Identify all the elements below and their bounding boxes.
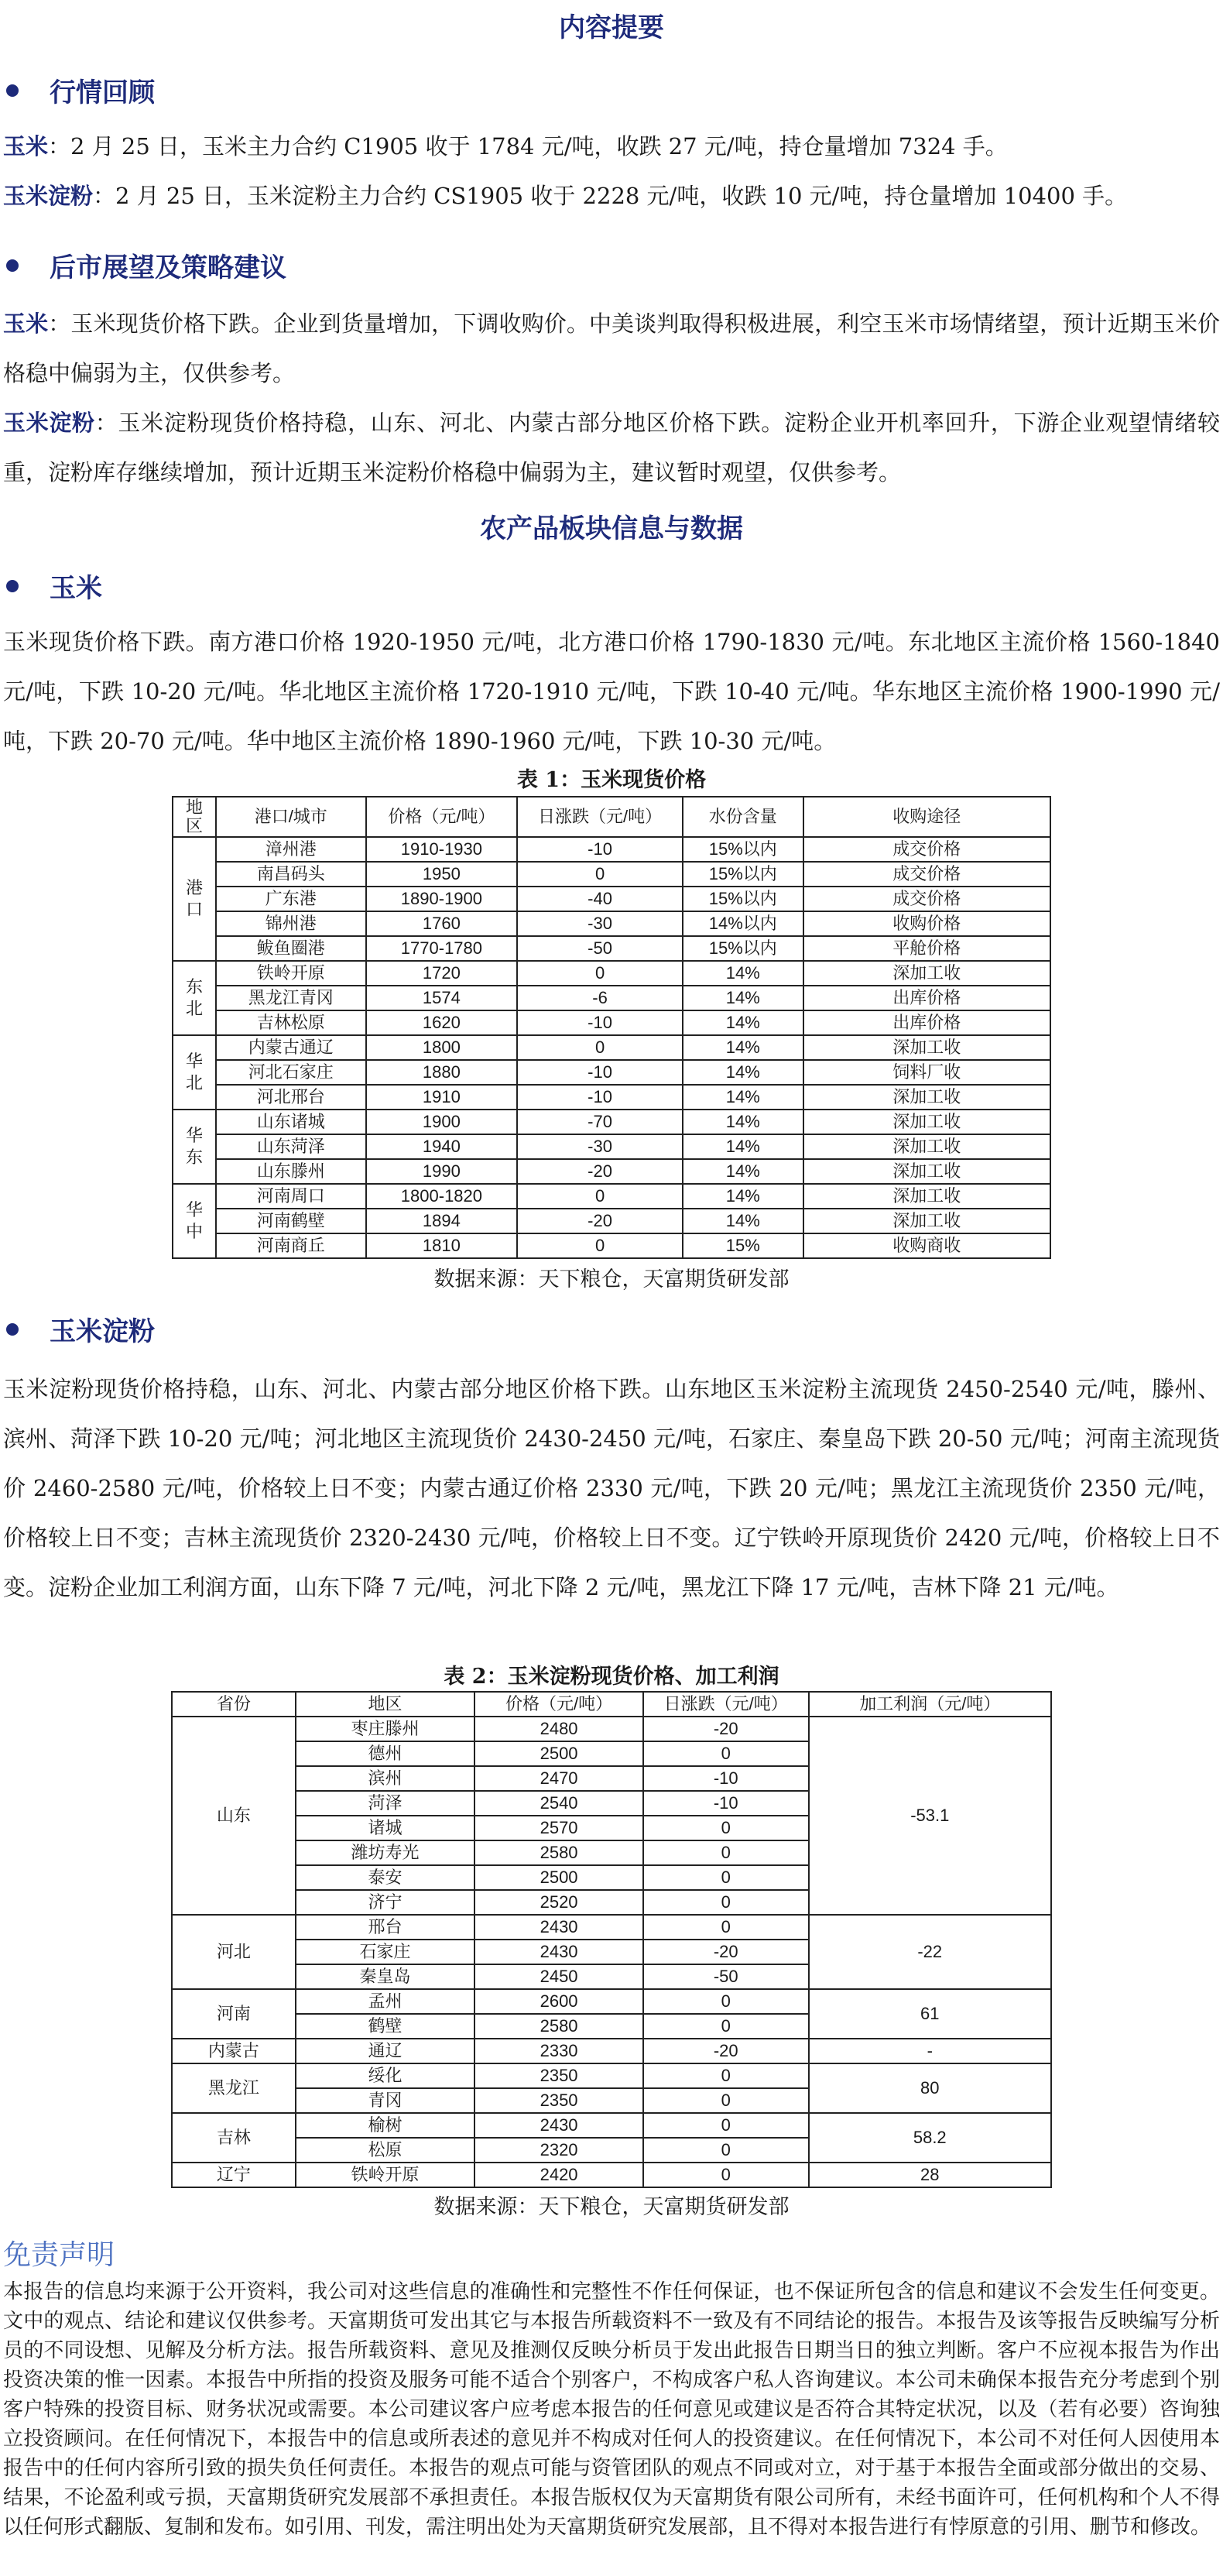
table2-block [0, 1659, 1223, 2220]
profit-cell: 28 [809, 2163, 1051, 2187]
table-cell: 0 [643, 1865, 809, 1890]
table-cell: 2430 [474, 1940, 643, 1964]
starch-block [0, 1364, 1223, 1612]
table-row [173, 1010, 1050, 1035]
table-cell: 深加工收 [803, 1085, 1050, 1110]
outlook-heading [0, 246, 1223, 284]
table-cell: 锦州港 [216, 911, 366, 936]
table-cell: 14% [683, 1085, 803, 1110]
table-cell: 河南周口 [216, 1184, 366, 1209]
outlook-corn [0, 299, 1223, 398]
table-cell: 吉林松原 [216, 1010, 366, 1035]
table-cell: 2430 [474, 1915, 643, 1940]
table-cell: 山东诸城 [216, 1110, 366, 1134]
table-cell: 2330 [474, 2039, 643, 2063]
table-cell: 0 [643, 1741, 809, 1766]
table2-source: 数据来源：天下粮仓，天富期货研发部 [433, 2195, 790, 2219]
table-cell: -20 [643, 1717, 809, 1741]
table-header-cell: 加工利润（元/吨） [809, 1692, 1051, 1717]
table-cell: 通辽 [296, 2039, 475, 2063]
table-row [172, 2163, 1051, 2187]
table-cell: -10 [517, 837, 683, 862]
table-row [172, 2113, 1051, 2138]
table-header-cell: 地区 [296, 1692, 475, 1717]
table-row [173, 1110, 1050, 1134]
table-cell: 0 [517, 1184, 683, 1209]
bullet-icon [6, 259, 19, 272]
table-cell: 内蒙古通辽 [216, 1035, 366, 1060]
table-cell: 1894 [366, 1209, 518, 1233]
table-cell: 15%以内 [683, 887, 803, 911]
corn-block [0, 617, 1223, 766]
table-cell: 成交价格 [803, 837, 1050, 862]
table-cell: 潍坊寿光 [296, 1840, 475, 1865]
review-corn-text: ：2 月 25 日，玉米主力合约 C1905 收于 1784 元/吨，收跌 27 元/吨，持仓量增加 7324 手。 [48, 133, 1008, 159]
table-row [173, 986, 1050, 1010]
table-header-cell: 日涨跌（元/吨） [643, 1692, 809, 1717]
table-cell: 0 [643, 2113, 809, 2138]
table-cell: 2420 [474, 2163, 643, 2187]
table-row [173, 961, 1050, 986]
table-cell: -10 [643, 1791, 809, 1816]
review-starch [0, 171, 1223, 221]
table-cell: 南昌码头 [216, 862, 366, 887]
table-cell: 河南鹤壁 [216, 1209, 366, 1233]
table-cell: -10 [517, 1060, 683, 1085]
table-cell: -30 [517, 1134, 683, 1159]
table-cell: -50 [643, 1964, 809, 1989]
table-row [172, 1989, 1051, 2014]
table-cell: 河北邢台 [216, 1085, 366, 1110]
table-cell: -40 [517, 887, 683, 911]
table-cell: 15% [683, 1233, 803, 1258]
table-cell: 1760 [366, 911, 518, 936]
table-cell: 山东菏泽 [216, 1134, 366, 1159]
outlook-heading-text: 后市展望及策略建议 [50, 252, 286, 283]
table-cell: 收购商收 [803, 1233, 1050, 1258]
starch-heading-text: 玉米淀粉 [50, 1316, 155, 1347]
review-block [0, 122, 1223, 221]
table-cell: 0 [643, 2063, 809, 2088]
outlook-corn-label: 玉米 [3, 310, 49, 337]
table-cell: 2520 [474, 1890, 643, 1915]
table-cell: -10 [517, 1010, 683, 1035]
table-cell: 广东港 [216, 887, 366, 911]
table-cell: 1800-1820 [366, 1184, 518, 1209]
province-cell: 辽宁 [172, 2163, 296, 2187]
table-cell: 河南商丘 [216, 1233, 366, 1258]
review-starch-text: ：2 月 25 日，玉米淀粉主力合约 CS1905 收于 2228 元/吨，收跌 10 元/吨，持仓量增加 10400 手。 [93, 183, 1128, 209]
table-cell: 孟州 [296, 1989, 475, 2014]
review-corn [0, 122, 1223, 171]
table-cell: 深加工收 [803, 1184, 1050, 1209]
profit-cell: - [809, 2039, 1051, 2063]
table-cell: 14% [683, 1209, 803, 1233]
table-cell: 1880 [366, 1060, 518, 1085]
table-cell: 河北石家庄 [216, 1060, 366, 1085]
table-cell: 14% [683, 1159, 803, 1184]
profit-cell: 61 [809, 1989, 1051, 2039]
table-cell: 0 [517, 1233, 683, 1258]
table-cell: 0 [643, 2138, 809, 2163]
table-header-cell: 收购途径 [803, 797, 1050, 837]
table-header-cell: 地 区 [173, 797, 216, 837]
table-cell: 出库价格 [803, 986, 1050, 1010]
table-cell: 1720 [366, 961, 518, 986]
province-cell: 吉林 [172, 2113, 296, 2163]
table-cell: 深加工收 [803, 1209, 1050, 1233]
table-cell: 0 [643, 2163, 809, 2187]
table-header-cell: 省份 [172, 1692, 296, 1717]
table-cell: 14%以内 [683, 911, 803, 936]
table-cell: 2580 [474, 1840, 643, 1865]
table-cell: 深加工收 [803, 961, 1050, 986]
table-cell: 绥化 [296, 2063, 475, 2088]
table-row [173, 837, 1050, 862]
table-cell: 1620 [366, 1010, 518, 1035]
table-cell: 1910-1930 [366, 837, 518, 862]
starch-price-table [171, 1691, 1052, 2188]
province-cell: 河南 [172, 1989, 296, 2039]
review-heading [0, 71, 1223, 109]
table-cell: 松原 [296, 2138, 475, 2163]
agri-title: 农产品板块信息与数据 [480, 513, 743, 544]
table-cell: 2350 [474, 2088, 643, 2113]
table1-block [0, 763, 1223, 1292]
table-cell: 2470 [474, 1766, 643, 1791]
table-cell: -20 [643, 2039, 809, 2063]
table-header-cell: 日涨跌（元/吨） [517, 797, 683, 837]
table1-title: 表 1：玉米现货价格 [516, 768, 707, 792]
table-row [173, 911, 1050, 936]
table-cell: -30 [517, 911, 683, 936]
table-header-cell: 水份含量 [683, 797, 803, 837]
table-row [173, 862, 1050, 887]
profit-cell: -53.1 [809, 1717, 1051, 1915]
province-cell: 山东 [172, 1717, 296, 1915]
review-corn-label: 玉米 [3, 133, 49, 159]
table-cell: 1810 [366, 1233, 518, 1258]
corn-text: 玉米现货价格下跌。南方港口价格 1920-1950 元/吨，北方港口价格 1790-1830 元/吨。东北地区主流价格 1560-1840 元/吨，下跌 10-20 元/吨。华北地区主流价格 1720-1910 元/吨，下跌 10-40 元/吨。华东地区主流价格 1900-1990 元/吨，下跌 20-70 元/吨。华中地区主流价格 1890-1960 元/吨，下跌 10-30 元/吨。 [3, 629, 1220, 754]
table-cell: 鹤壁 [296, 2014, 475, 2039]
table-cell: 0 [643, 1989, 809, 2014]
table-header-cell: 价格（元/吨） [366, 797, 518, 837]
table-cell: 2320 [474, 2138, 643, 2163]
outlook-starch-label: 玉米淀粉 [3, 410, 95, 436]
table-cell: 0 [517, 961, 683, 986]
table-row [173, 1085, 1050, 1110]
table-cell: 铁岭开原 [296, 2163, 475, 2187]
corn-price-table [172, 796, 1051, 1259]
table-cell: -50 [517, 936, 683, 961]
table-header-row [172, 1692, 1051, 1717]
table-cell: 0 [643, 1915, 809, 1940]
table-cell: 2450 [474, 1964, 643, 1989]
table-cell: 15%以内 [683, 936, 803, 961]
table-cell: 14% [683, 1184, 803, 1209]
table-cell: 深加工收 [803, 1159, 1050, 1184]
region-cell: 华 东 [173, 1110, 216, 1184]
table-cell: 泰安 [296, 1865, 475, 1890]
table-cell: 深加工收 [803, 1110, 1050, 1134]
table-cell: 出库价格 [803, 1010, 1050, 1035]
table-row [173, 1184, 1050, 1209]
table-cell: 14% [683, 1134, 803, 1159]
region-cell: 东 北 [173, 961, 216, 1035]
table-cell: 平舱价格 [803, 936, 1050, 961]
table-cell: 饲料厂收 [803, 1060, 1050, 1085]
table-cell: 14% [683, 1010, 803, 1035]
table-cell: -10 [643, 1766, 809, 1791]
table-cell: -70 [517, 1110, 683, 1134]
table-cell: -20 [643, 1940, 809, 1964]
table-cell: 漳州港 [216, 837, 366, 862]
table-cell: 1990 [366, 1159, 518, 1184]
bullet-icon [6, 580, 19, 592]
table-cell: 2580 [474, 2014, 643, 2039]
table-row [172, 1717, 1051, 1741]
table-cell: 0 [517, 862, 683, 887]
table-cell: 1800 [366, 1035, 518, 1060]
bullet-icon [6, 1323, 19, 1336]
table-row [173, 1035, 1050, 1060]
table-header-row [173, 797, 1050, 837]
table-row [173, 887, 1050, 911]
table-cell: 1890-1900 [366, 887, 518, 911]
table-cell: 1900 [366, 1110, 518, 1134]
province-cell: 黑龙江 [172, 2063, 296, 2113]
profit-cell: 58.2 [809, 2113, 1051, 2163]
table-cell: 1574 [366, 986, 518, 1010]
review-heading-text: 行情回顾 [50, 77, 155, 108]
region-cell: 华 北 [173, 1035, 216, 1110]
outlook-starch [0, 398, 1223, 497]
disclaimer-block [0, 2233, 1223, 2542]
table-cell: 黑龙江青冈 [216, 986, 366, 1010]
table-cell: 2600 [474, 1989, 643, 2014]
table-cell: 0 [643, 1816, 809, 1840]
table-cell: 2500 [474, 1865, 643, 1890]
outlook-corn-text: ：玉米现货价格下跌。企业到货量增加，下调收购价。中美谈判取得积极进展，利空玉米市场情绪望，预计近期玉米价格稳中偏弱为主，仅供参考。 [3, 310, 1220, 386]
table-cell: 滨州 [296, 1766, 475, 1791]
table-cell: 德州 [296, 1741, 475, 1766]
table-cell: 榆树 [296, 2113, 475, 2138]
table-cell: 邢台 [296, 1915, 475, 1940]
table-cell: 济宁 [296, 1890, 475, 1915]
table-cell: 鲅鱼圈港 [216, 936, 366, 961]
corn-heading [0, 567, 1223, 605]
table-cell: 1910 [366, 1085, 518, 1110]
table-cell: 山东滕州 [216, 1159, 366, 1184]
review-starch-label: 玉米淀粉 [3, 183, 94, 209]
table-cell: 2430 [474, 2113, 643, 2138]
table-cell: -20 [517, 1209, 683, 1233]
disclaimer-body: 本报告的信息均来源于公开资料，我公司对这些信息的准确性和完整性不作任何保证，也不保证所包含的信息和建议不会发生任何变更。文中的观点、结论和建议仅供参考。天富期货可发出其它与本报告所载资料不一致及有不同结论的报告。本报告及该等报告反映编写分析员的不同设想、见解及分析方法。报告所载资料、意见及推测仅反映分析员于发出此报告日期当日的独立判断。客户不应视本报告为作出投资决策的惟一因素。本报告中所指的投资及服务可能不适合个别客户，不构成客户私人咨询建议。本公司未确保本报告充分考虑到个别客户特殊的投资目标、财务状况或需要。本公司建议客户应考虑本报告的任何意见或建议是否符合其特定状况，以及（若有必要）咨询独立投资顾问。在任何情况下，本报告中的信息或所表述的意见并不构成对任何人的投资建议。在任何情况下，本公司不对任何人因使用本报告中的任何内容所引致的损失负任何责任。本报告的观点可能与资管团队的观点不同或对立，对于基于本报告全面或部分做出的交易、结果，不论盈利或亏损，天富期货研究发展部不承担责任。本报告版权仅为天富期货有限公司所有，未经书面许可，任何机构和个人不得以任何形式翻版、复制和发布。如引用、刊发，需注明出处为天富期货研究发展部，且不得对本报告进行有悖原意的引用、删节和修改。 [3, 2280, 1220, 2539]
table-cell: 深加工收 [803, 1134, 1050, 1159]
province-cell: 内蒙古 [172, 2039, 296, 2063]
table-row [173, 1134, 1050, 1159]
table-cell: 14% [683, 1060, 803, 1085]
summary-title: 内容提要 [559, 12, 664, 43]
table-row [172, 2063, 1051, 2088]
table-row [173, 936, 1050, 961]
table2-title: 表 2：玉米淀粉现货价格、加工利润 [444, 1665, 779, 1689]
table-cell: 1940 [366, 1134, 518, 1159]
table-cell: 1770-1780 [366, 936, 518, 961]
table-row [173, 1209, 1050, 1233]
table-cell: 石家庄 [296, 1940, 475, 1964]
table-cell: 14% [683, 1110, 803, 1134]
table-header-cell: 价格（元/吨） [474, 1692, 643, 1717]
table1-source: 数据来源：天下粮仓，天富期货研发部 [433, 1267, 790, 1291]
starch-text: 玉米淀粉现货价格持稳，山东、河北、内蒙古部分地区价格下跌。山东地区玉米淀粉主流现货 2450-2540 元/吨，滕州、滨州、菏泽下跌 10-20 元/吨；河北地区主流现货价 2430-2450 元/吨，石家庄、秦皇岛下跌 20-50 元/吨；河南主流现货价 2460-2580 元/吨，价格较上日不变；内蒙古通辽价格 2330 元/吨，下跌 20 元/吨；黑龙江主流现货价 2350 元/吨，价格较上日不变；吉林主流现货价 2320-2430 元/吨，价格较上日不变。辽宁铁岭开原现货价 2420 元/吨，价格较上日不变。淀粉企业加工利润方面，山东下降 7 元/吨，河北下降 2 元/吨，黑龙江下降 17 元/吨，吉林下降 21 元/吨。 [3, 1376, 1220, 1600]
table-cell: 0 [517, 1035, 683, 1060]
table-row [172, 2039, 1051, 2063]
table-cell: 0 [643, 2014, 809, 2039]
table-cell: 2570 [474, 1816, 643, 1840]
table-cell: 2540 [474, 1791, 643, 1816]
region-cell: 港 口 [173, 837, 216, 961]
disclaimer-title: 免责声明 [3, 2239, 115, 2271]
bullet-icon [6, 84, 19, 97]
table-cell: 诸城 [296, 1816, 475, 1840]
table-cell: 2350 [474, 2063, 643, 2088]
table-cell: 0 [643, 1890, 809, 1915]
table-cell: 成交价格 [803, 887, 1050, 911]
table-cell: -10 [517, 1085, 683, 1110]
outlook-block [0, 299, 1223, 497]
table-cell: 2500 [474, 1741, 643, 1766]
table-cell: 秦皇岛 [296, 1964, 475, 1989]
table-row [172, 1915, 1051, 1940]
table-cell: 15%以内 [683, 837, 803, 862]
table-cell: 青冈 [296, 2088, 475, 2113]
table-row [173, 1233, 1050, 1258]
table-cell: 菏泽 [296, 1791, 475, 1816]
table-cell: 15%以内 [683, 862, 803, 887]
outlook-starch-text: ：玉米淀粉现货价格持稳，山东、河北、内蒙古部分地区价格下跌。淀粉企业开机率回升，下游企业观望情绪较重，淀粉库存继续增加，预计近期玉米淀粉价格稳中偏弱为主，建议暂时观望，仅供参考。 [3, 410, 1220, 485]
table-cell: 成交价格 [803, 862, 1050, 887]
province-cell: 河北 [172, 1915, 296, 1989]
starch-heading [0, 1310, 1223, 1348]
region-cell: 华 中 [173, 1184, 216, 1258]
profit-cell: -22 [809, 1915, 1051, 1989]
table-cell: 2480 [474, 1717, 643, 1741]
table-cell: 14% [683, 1035, 803, 1060]
table-cell: 深加工收 [803, 1035, 1050, 1060]
table-cell: 枣庄滕州 [296, 1717, 475, 1741]
table-cell: 0 [643, 2088, 809, 2113]
table-cell: -20 [517, 1159, 683, 1184]
table-row [173, 1060, 1050, 1085]
table-cell: 1950 [366, 862, 518, 887]
table-cell: 铁岭开原 [216, 961, 366, 986]
table-cell: 14% [683, 961, 803, 986]
table-header-cell: 港口/城市 [216, 797, 366, 837]
table-row [173, 1159, 1050, 1184]
table-cell: -6 [517, 986, 683, 1010]
table-cell: 0 [643, 1840, 809, 1865]
corn-heading-text: 玉米 [50, 573, 102, 604]
profit-cell: 80 [809, 2063, 1051, 2113]
table-cell: 收购价格 [803, 911, 1050, 936]
table-cell: 14% [683, 986, 803, 1010]
